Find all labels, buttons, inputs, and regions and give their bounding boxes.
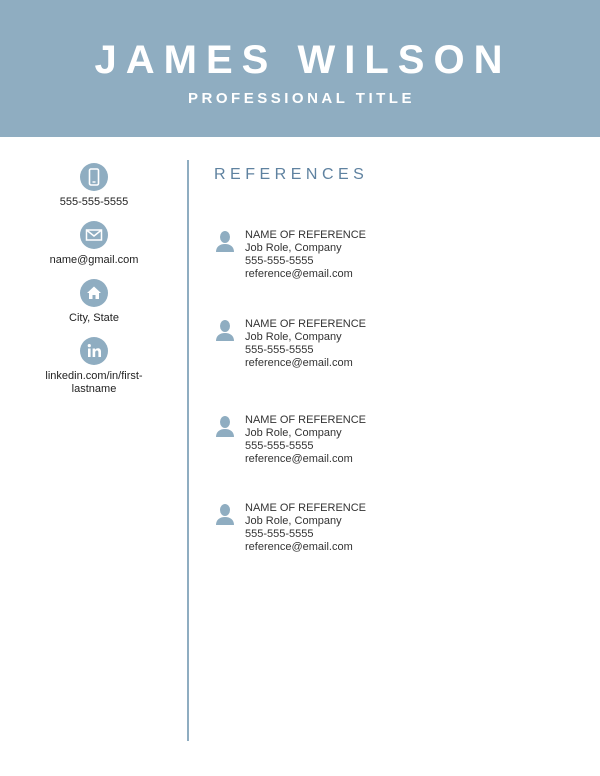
reference-name: NAME OF REFERENCE	[245, 502, 367, 514]
reference-phone: 555-555-5555	[245, 344, 314, 356]
reference-role: Job Role, Company	[245, 331, 342, 343]
reference-name: NAME OF REFERENCE	[245, 229, 367, 241]
location-text: City, State	[69, 312, 119, 324]
contact-location	[35, 279, 153, 325]
reference-phone: 555-555-5555	[245, 528, 314, 540]
reference-email: reference@email.com	[245, 453, 353, 465]
person-icon	[215, 230, 235, 252]
reference-phone: 555-555-5555	[245, 255, 314, 267]
contact-email	[35, 221, 153, 267]
contact-linkedin	[35, 337, 153, 395]
linkedin-text	[35, 370, 153, 395]
reference-role: Job Role, Company	[245, 515, 342, 527]
reference-name: NAME OF REFERENCE	[245, 318, 367, 330]
vertical-divider	[187, 160, 189, 741]
professional-title: PROFESSIONAL TITLE	[188, 90, 415, 107]
linkedin-line-2: lastname	[71, 382, 117, 395]
person-icon	[215, 503, 235, 525]
full-name: JAMES WILSON	[94, 38, 512, 82]
phone-text: 555-555-5555	[59, 196, 129, 208]
header-banner	[0, 0, 600, 137]
contact-phone	[35, 163, 153, 209]
reference-role: Job Role, Company	[245, 427, 342, 439]
reference-email: reference@email.com	[245, 541, 353, 553]
phone-icon	[80, 163, 108, 191]
reference-name: NAME OF REFERENCE	[245, 414, 367, 426]
reference-role: Job Role, Company	[245, 242, 342, 254]
linkedin-icon	[80, 337, 108, 365]
linkedin-line-1: linkedin.com/in/first-	[45, 370, 143, 382]
reference-email: reference@email.com	[245, 268, 353, 280]
person-icon	[215, 415, 235, 437]
person-icon	[215, 319, 235, 341]
reference-phone: 555-555-5555	[245, 440, 314, 452]
email-text: name@gmail.com	[49, 254, 139, 266]
references-heading: REFERENCES	[214, 166, 369, 183]
reference-email: reference@email.com	[245, 357, 353, 369]
home-icon	[80, 279, 108, 307]
envelope-icon	[80, 221, 108, 249]
